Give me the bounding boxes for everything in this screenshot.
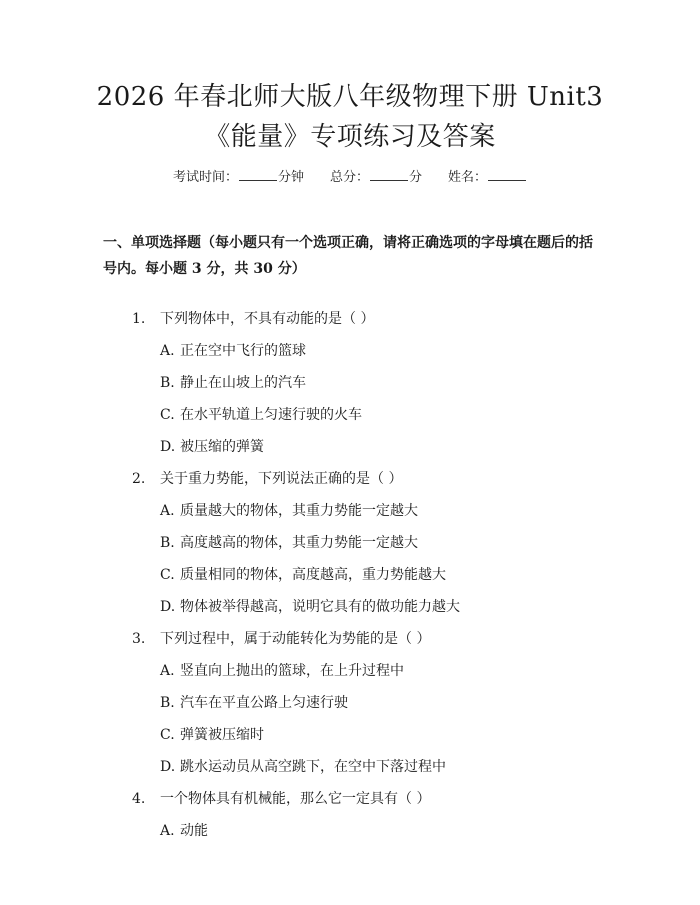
option-letter: D. <box>160 759 176 775</box>
option-letter: D. <box>160 599 176 615</box>
option-letter: C. <box>160 567 175 583</box>
time-unit: 分钟 <box>277 170 304 185</box>
time-blank[interactable] <box>239 168 277 181</box>
option-text: 物体被举得越高，说明它具有的做功能力越大 <box>180 599 460 615</box>
option-text: 高度越高的物体，其重力势能一定越大 <box>180 535 418 551</box>
question-text: 下列物体中，不具有动能的是（ ） <box>160 311 375 327</box>
option-letter: A. <box>160 343 175 359</box>
name-label: 姓名： <box>448 170 488 185</box>
option-text: 在水平轨道上匀速行驶的火车 <box>180 407 362 423</box>
option-text: 弹簧被压缩时 <box>180 727 264 743</box>
option-letter: A. <box>160 663 175 679</box>
option-text: 正在空中飞行的篮球 <box>180 343 306 359</box>
document-title-line-1: 2026 年春北师大版八年级物理下册 Unit3 <box>96 82 604 112</box>
option-letter: A. <box>160 503 175 519</box>
option-text: 质量越大的物体，其重力势能一定越大 <box>180 503 418 519</box>
option-text: 被压缩的弹簧 <box>180 439 264 455</box>
name-blank[interactable] <box>488 168 526 181</box>
option-text: 竖直向上抛出的篮球，在上升过程中 <box>180 663 404 679</box>
exam-info-line <box>0 168 700 187</box>
option-text: 质量相同的物体，高度越高，重力势能越大 <box>180 567 446 583</box>
option-text: 跳水运动员从高空跳下，在空中下落过程中 <box>180 759 446 775</box>
section-heading: 一、单项选择题（每小题只有一个选项正确，请将正确选项的字母填在题后的括号内。每小题 3 分，共 30 分） <box>103 235 593 277</box>
option-letter: C. <box>160 727 175 743</box>
option-text: 汽车在平直公路上匀速行驶 <box>180 695 348 711</box>
option-text: 静止在山坡上的汽车 <box>180 375 306 391</box>
option-text: 动能 <box>180 823 208 839</box>
option-letter: B. <box>160 375 175 391</box>
question-number: 2. <box>132 471 146 487</box>
document-title-line-2: 《能量》专项练习及答案 <box>204 122 496 152</box>
question-text: 一个物体具有机械能，那么它一定具有（ ） <box>160 791 431 807</box>
option-letter: D. <box>160 439 176 455</box>
question-text: 下列过程中，属于动能转化为势能的是（ ） <box>160 631 431 647</box>
option-letter: B. <box>160 535 175 551</box>
question-number: 3. <box>132 631 146 647</box>
option-letter: B. <box>160 695 175 711</box>
score-blank[interactable] <box>370 168 408 181</box>
score-label: 总分： <box>329 170 369 185</box>
score-unit: 分 <box>409 170 423 185</box>
time-label: 考试时间： <box>172 170 238 185</box>
question-number: 4. <box>132 791 146 807</box>
option-letter: C. <box>160 407 175 423</box>
question-number: 1. <box>132 311 146 327</box>
question-text: 关于重力势能，下列说法正确的是（ ） <box>160 471 403 487</box>
option-letter: A. <box>160 823 175 839</box>
